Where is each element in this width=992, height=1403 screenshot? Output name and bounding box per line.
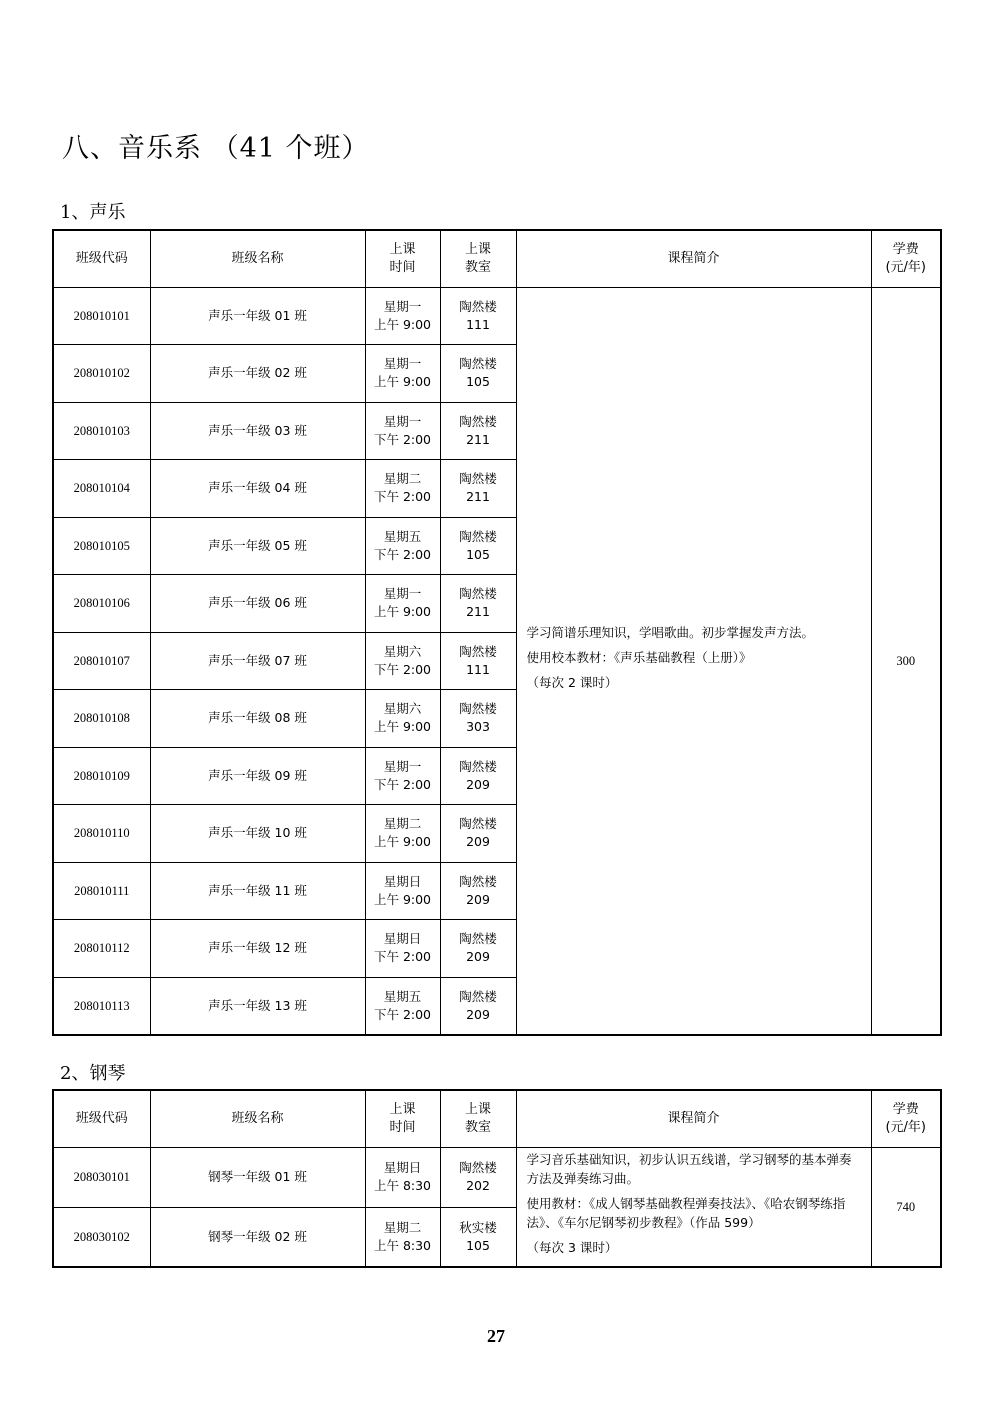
class-name-cell: 声乐一年级 08 班 bbox=[150, 690, 365, 748]
classroom-cell bbox=[440, 632, 516, 690]
class-code-cell: 208010101 bbox=[53, 287, 150, 345]
table-header-row bbox=[53, 1090, 941, 1147]
class-name-cell: 钢琴一年级 02 班 bbox=[150, 1207, 365, 1267]
class-name-cell: 声乐一年级 01 班 bbox=[150, 287, 365, 345]
room-number-text: 209 bbox=[466, 891, 490, 907]
class-code-cell: 208010109 bbox=[53, 747, 150, 805]
class-name-cell: 声乐一年级 04 班 bbox=[150, 460, 365, 518]
weekday-text: 星期二 bbox=[383, 1219, 422, 1235]
classroom-cell bbox=[440, 402, 516, 460]
classroom-cell bbox=[440, 920, 516, 978]
classroom-cell bbox=[440, 517, 516, 575]
course-description-cell bbox=[516, 287, 871, 1035]
weekday-text: 星期二 bbox=[383, 471, 422, 487]
room-number-text: 111 bbox=[466, 661, 490, 677]
class-time-cell bbox=[365, 287, 440, 345]
weekday-text: 星期一 bbox=[383, 356, 422, 372]
time-text: 下午 2:00 bbox=[373, 776, 432, 792]
time-text: 上午 9:00 bbox=[373, 316, 432, 332]
header-tuition: 学费 (元/年) bbox=[871, 1090, 941, 1147]
classroom-cell bbox=[440, 690, 516, 748]
class-time-cell bbox=[365, 402, 440, 460]
class-code-cell: 208010107 bbox=[53, 632, 150, 690]
description-paragraph: （每次 2 课时） bbox=[526, 675, 618, 690]
weekday-text: 星期日 bbox=[383, 931, 422, 947]
classroom-cell bbox=[440, 747, 516, 805]
class-name-cell: 声乐一年级 02 班 bbox=[150, 345, 365, 403]
piano-course-table bbox=[52, 1089, 942, 1268]
classroom-cell bbox=[440, 1147, 516, 1207]
time-text: 下午 2:00 bbox=[373, 1006, 432, 1022]
weekday-text: 星期日 bbox=[383, 1160, 422, 1175]
building-text: 陶然楼 bbox=[459, 356, 497, 372]
time-text: 下午 2:00 bbox=[373, 431, 432, 447]
class-time-cell bbox=[365, 920, 440, 978]
classroom-cell bbox=[440, 575, 516, 633]
classroom-cell bbox=[440, 1207, 516, 1267]
building-text: 陶然楼 bbox=[459, 528, 497, 544]
building-text: 陶然楼 bbox=[459, 701, 497, 717]
class-name-cell: 声乐一年级 13 班 bbox=[150, 977, 365, 1035]
header-class-name: 班级名称 bbox=[150, 230, 365, 287]
class-code-cell: 208010111 bbox=[53, 862, 150, 920]
classroom-cell bbox=[440, 805, 516, 863]
weekday-text: 星期六 bbox=[383, 701, 422, 717]
classroom-cell bbox=[440, 287, 516, 345]
building-text: 陶然楼 bbox=[459, 586, 497, 602]
tuition-fee-cell: 300 bbox=[871, 287, 941, 1035]
header-course-description: 课程简介 bbox=[516, 1090, 871, 1147]
time-text: 上午 9:00 bbox=[373, 604, 432, 620]
tuition-fee-cell: 740 bbox=[871, 1147, 941, 1267]
weekday-text: 星期五 bbox=[383, 528, 422, 544]
class-time-cell bbox=[365, 345, 440, 403]
time-text: 上午 9:00 bbox=[373, 374, 432, 390]
course-description-cell bbox=[516, 1147, 871, 1267]
weekday-text: 星期五 bbox=[383, 988, 422, 1004]
building-text: 陶然楼 bbox=[459, 816, 497, 832]
time-text: 上午 8:30 bbox=[373, 1237, 432, 1253]
header-class-name: 班级名称 bbox=[150, 1090, 365, 1147]
building-text: 陶然楼 bbox=[459, 758, 497, 774]
weekday-text: 星期一 bbox=[383, 298, 422, 314]
class-name-cell: 声乐一年级 05 班 bbox=[150, 517, 365, 575]
header-class-code: 班级代码 bbox=[53, 1090, 150, 1147]
description-paragraph: 使用教材：《成人钢琴基础教程弹奏技法》、《哈农钢琴练指法》、《车尔尼钢琴初步教程》（作品 599） bbox=[526, 1196, 846, 1231]
weekday-text: 星期一 bbox=[383, 413, 422, 429]
time-text: 上午 8:30 bbox=[373, 1178, 432, 1193]
class-time-cell bbox=[365, 690, 440, 748]
class-time-cell bbox=[365, 1207, 440, 1267]
class-code-cell: 208010108 bbox=[53, 690, 150, 748]
building-text: 陶然楼 bbox=[459, 643, 497, 659]
description-paragraph: 学习音乐基础知识，初步认识五线谱，学习钢琴的基本弹奏方法及弹奏练习曲。 bbox=[526, 1152, 852, 1187]
class-code-cell: 208010112 bbox=[53, 920, 150, 978]
room-number-text: 209 bbox=[466, 776, 490, 792]
weekday-text: 星期六 bbox=[383, 643, 422, 659]
room-number-text: 209 bbox=[466, 834, 490, 850]
class-time-cell bbox=[365, 460, 440, 518]
building-text: 秋实楼 bbox=[459, 1219, 497, 1235]
class-code-cell: 208010106 bbox=[53, 575, 150, 633]
class-name-cell: 声乐一年级 09 班 bbox=[150, 747, 365, 805]
class-name-cell: 声乐一年级 07 班 bbox=[150, 632, 365, 690]
vocal-course-table bbox=[52, 229, 942, 1036]
class-code-cell: 208010113 bbox=[53, 977, 150, 1035]
building-text: 陶然楼 bbox=[459, 413, 497, 429]
classroom-cell bbox=[440, 977, 516, 1035]
class-time-cell bbox=[365, 862, 440, 920]
room-number-text: 111 bbox=[466, 316, 490, 332]
class-name-cell: 声乐一年级 06 班 bbox=[150, 575, 365, 633]
building-text: 陶然楼 bbox=[459, 298, 497, 314]
class-name-cell: 声乐一年级 12 班 bbox=[150, 920, 365, 978]
time-text: 下午 2:00 bbox=[373, 661, 432, 677]
header-course-description: 课程简介 bbox=[516, 230, 871, 287]
table-row bbox=[53, 1147, 941, 1207]
class-code-cell: 208010110 bbox=[53, 805, 150, 863]
class-name-cell: 声乐一年级 11 班 bbox=[150, 862, 365, 920]
header-class-code: 班级代码 bbox=[53, 230, 150, 287]
class-time-cell bbox=[365, 1147, 440, 1207]
table-header-row bbox=[53, 230, 941, 287]
building-text: 陶然楼 bbox=[459, 873, 497, 889]
room-number-text: 105 bbox=[466, 1237, 490, 1253]
classroom-cell bbox=[440, 862, 516, 920]
class-time-cell bbox=[365, 575, 440, 633]
room-number-text: 209 bbox=[466, 949, 490, 965]
header-class-time: 上课 时间 bbox=[365, 230, 440, 287]
class-time-cell bbox=[365, 632, 440, 690]
page-number: 27 bbox=[487, 1326, 505, 1346]
class-name-cell: 声乐一年级 10 班 bbox=[150, 805, 365, 863]
description-paragraph: 学习简谱乐理知识，学唱歌曲。初步掌握发声方法。 bbox=[526, 625, 815, 640]
description-paragraph: （每次 3 课时） bbox=[526, 1240, 618, 1256]
class-name-cell: 钢琴一年级 01 班 bbox=[150, 1147, 365, 1207]
class-time-cell bbox=[365, 805, 440, 863]
table-row bbox=[53, 287, 941, 345]
section-title-vocal: 1、声乐 bbox=[60, 202, 126, 223]
building-text: 陶然楼 bbox=[459, 931, 497, 947]
room-number-text: 211 bbox=[466, 431, 490, 447]
room-number-text: 105 bbox=[466, 546, 490, 562]
building-text: 陶然楼 bbox=[459, 471, 497, 487]
header-tuition: 学费 (元/年) bbox=[871, 230, 941, 287]
class-code-cell: 208010104 bbox=[53, 460, 150, 518]
header-class-time: 上课 时间 bbox=[365, 1090, 440, 1147]
class-name-cell: 声乐一年级 03 班 bbox=[150, 402, 365, 460]
room-number-text: 209 bbox=[466, 1006, 490, 1022]
weekday-text: 星期日 bbox=[383, 873, 422, 889]
header-classroom: 上课 教室 bbox=[440, 1090, 516, 1147]
room-number-text: 105 bbox=[466, 374, 490, 390]
room-number-text: 202 bbox=[466, 1178, 490, 1193]
time-text: 上午 9:00 bbox=[373, 891, 432, 907]
weekday-text: 星期一 bbox=[383, 758, 422, 774]
class-code-cell: 208030101 bbox=[53, 1147, 150, 1207]
time-text: 上午 9:00 bbox=[373, 719, 432, 735]
weekday-text: 星期二 bbox=[383, 816, 422, 832]
section-title-piano: 2、钢琴 bbox=[60, 1063, 126, 1084]
room-number-text: 211 bbox=[466, 489, 490, 505]
header-classroom: 上课 教室 bbox=[440, 230, 516, 287]
class-time-cell bbox=[365, 517, 440, 575]
class-time-cell bbox=[365, 747, 440, 805]
room-number-text: 211 bbox=[466, 604, 490, 620]
class-code-cell: 208010102 bbox=[53, 345, 150, 403]
classroom-cell bbox=[440, 460, 516, 518]
time-text: 下午 2:00 bbox=[373, 546, 432, 562]
time-text: 下午 2:00 bbox=[373, 949, 432, 965]
class-code-cell: 208010103 bbox=[53, 402, 150, 460]
building-text: 陶然楼 bbox=[459, 988, 497, 1004]
class-code-cell: 208030102 bbox=[53, 1207, 150, 1267]
description-paragraph: 使用校本教材：《声乐基础教程（上册）》 bbox=[526, 650, 752, 665]
building-text: 陶然楼 bbox=[459, 1160, 497, 1175]
time-text: 上午 9:00 bbox=[373, 834, 432, 850]
class-time-cell bbox=[365, 977, 440, 1035]
page-title: 八、音乐系 （41 个班） bbox=[62, 133, 370, 164]
room-number-text: 303 bbox=[466, 719, 490, 735]
weekday-text: 星期一 bbox=[383, 586, 422, 602]
time-text: 下午 2:00 bbox=[373, 489, 432, 505]
classroom-cell bbox=[440, 345, 516, 403]
class-code-cell: 208010105 bbox=[53, 517, 150, 575]
